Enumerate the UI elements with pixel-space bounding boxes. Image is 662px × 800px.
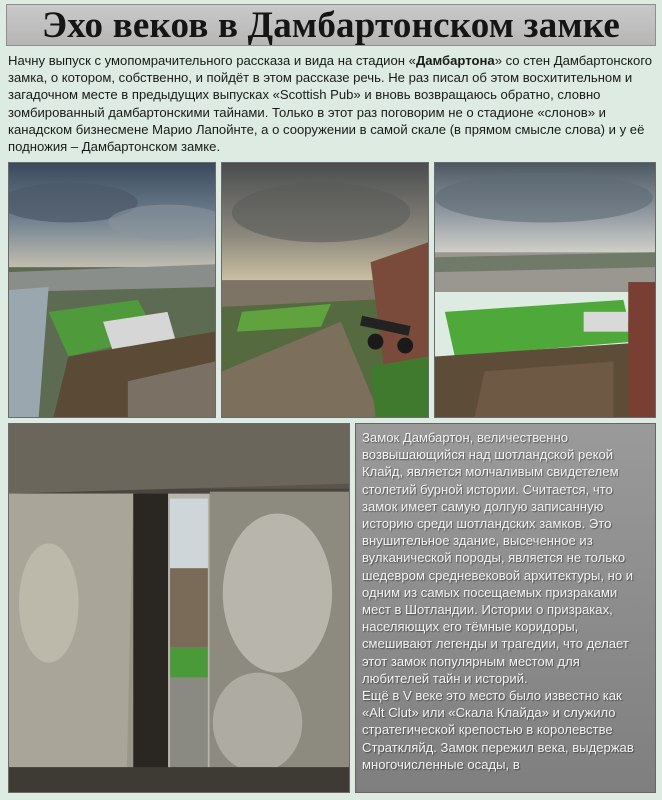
intro-text-rest: » со стен Дамбартонского замка, о котором, собственно, и пойдёт в этом рассказе речь. Не раз писал об этом восхитительном и загадочном месте в предыдущих выпусках «Scottish Pub» и вновь возвращаюсь обратно, словно зомбированный дамбартонскими тайнами. Только в этот раз поговорим не о стадионе «слонов» и канадском бизнесмене Марио Лапойнте, а о сооружении в самой скале (в прямом смысле слова) и у её подножия – Дамбартонском замке. bbox=[8, 53, 653, 155]
sidebar-paragraph-1: Замок Дамбартон, величественно возвышающийся над шотландской рекой Клайд, является молчаливым свидетелем столетий бурной истории. Считается, что замок имеет самую долгую записанную историю среди шотландских замков. Это внушительное здание, высеченное из вулканической породы, является не только шедевром средневековой архитектуры, но и одним из самых посещаемых призраками мест в Шотландии. Истории о призраках, населяющих его тёмные коридоры, смешивают легенды и трагедии, что делает этот замок популярным местом для любителей тайн и историй. bbox=[362, 430, 634, 686]
title-banner bbox=[6, 4, 656, 46]
photo-stone-window-slit bbox=[8, 423, 350, 793]
page-title: Эхо веков в Дамбартонском замке bbox=[41, 4, 621, 46]
photo-castle-cannon bbox=[221, 162, 429, 418]
photo-stadium-river-view bbox=[8, 162, 216, 418]
photo-stadium-panorama bbox=[434, 162, 656, 418]
intro-paragraph bbox=[8, 52, 656, 155]
intro-club-name: Дамбартона bbox=[415, 53, 495, 68]
castle-history-sidebar bbox=[355, 423, 656, 793]
intro-text-start: Начну выпуск с умопомрачительного рассказа и вида на стадион « bbox=[8, 53, 416, 68]
sidebar-paragraph-2: Ещё в V веке это место было известно как «Alt Clut» или «Скала Клайда» и служило стратегической крепостью в королевстве Страткляйд. Замок пережил века, выдержав многочисленные осады, в bbox=[362, 688, 634, 772]
